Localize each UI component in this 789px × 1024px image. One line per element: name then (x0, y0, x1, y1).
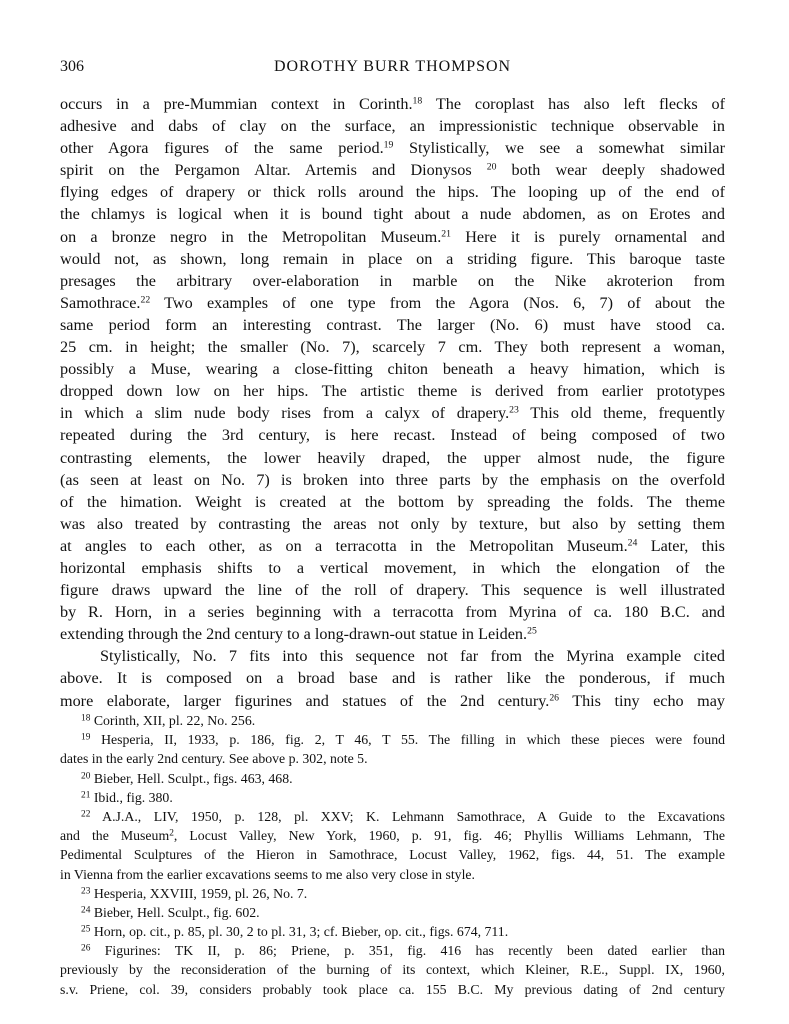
body-line: Stylistically, No. 7 fits into this sequence not far from the Myrina example cited (100, 647, 725, 666)
body-line: in which a slim nude body rises from a calyx of drapery.$^{23}$ This old theme, frequently (60, 404, 725, 423)
footnote-line: $^{18}$ Corinth, XII, pl. 22, No. 256. (81, 713, 256, 728)
footnote-line: s.v. Priene, col. 39, considers probably took place ca. 155 B.C. My previous dating of 2nd century (60, 981, 725, 997)
body-line: other Agora figures of the same period.$^{19}$ Stylistically, we see a somewhat similar (60, 139, 725, 158)
body-line: presages the arbitrary over-elaboration in marble on the Nike akroterion from (60, 271, 725, 290)
body-line: 25 cm. in height; the smaller (No. 7), scarcely 7 cm. They both represent a woman, (60, 338, 725, 357)
body-line: contrasting elements, the lower heavily draped, the upper almost nude, the figure (60, 448, 725, 467)
body-line: Samothrace.$^{22}$ Two examples of one type from the Agora (Nos. 6, 7) of about the (60, 293, 725, 312)
footnote-line: $^{20}$ Bieber, Hell. Sculpt., figs. 463, 468. (81, 770, 293, 786)
body-line: repeated during the 3rd century, is here recast. Instead of being composed of two (60, 426, 725, 445)
body-line: at angles to each other, as on a terracotta in the Metropolitan Museum.$^{24}$ Later, this (60, 536, 725, 555)
footnote-line: $^{22}$ A.J.A., LIV, 1950, p. 128, pl. XXV; K. Lehmann Samothrace, A Guide to the Excavations (81, 808, 725, 824)
body-line: would not, as shown, long remain in place on a striding figure. This baroque taste (60, 249, 725, 268)
footnote-line: dates in the early 2nd century. See above p. 302, note 5. (60, 751, 368, 767)
footnote-line: $^{19}$ Hesperia, II, 1933, p. 186, fig. 2, T 46, T 55. The filling in which these pieces were found (81, 732, 725, 748)
footnote-line: $^{26}$ Figurines: TK II, p. 86; Priene, p. 351, fig. 416 has recently been dated earlier than (81, 943, 725, 959)
body-line: of the himation. Weight is created at the bottom by spreading the folds. The theme (60, 492, 725, 511)
body-line: horizontal emphasis shifts to a vertical movement, in which the elongation of the (60, 558, 725, 577)
body-line: figure draws upward the line of the roll of drapery. This sequence is well illustrated (60, 581, 725, 600)
body-line: adhesive and dabs of clay on the surface, an impressionistic technique observable in (60, 117, 725, 136)
running-title: DOROTHY BURR THOMPSON (273, 58, 512, 75)
body-line: possibly a Muse, wearing a close-fitting chiton beneath a heavy himation, which is (60, 360, 725, 379)
body-line: above. It is composed on a broad base and is rather like the ponderous, if much (60, 669, 725, 688)
body-line: spirit on the Pergamon Altar. Artemis and Dionysos $^{20}$ both wear deeply shadowed (60, 161, 725, 180)
body-line: the chlamys is logical when it is bound tight about a nude abdomen, as on Erotes and (60, 205, 725, 224)
footnote-line: in Vienna from the earlier excavations seems to me also very close in style. (60, 866, 475, 882)
running-head (60, 58, 725, 82)
body-line: same period form an interesting contrast. The larger (No. 6) must have stood ca. (60, 315, 725, 334)
body-line: more elaborate, larger figurines and statues of the 2nd century.$^{26}$ This tiny echo may (60, 691, 725, 710)
body-line: dropped down low on her hips. The artistic theme is derived from earlier prototypes (60, 382, 725, 401)
body-line: on a bronze negro in the Metropolitan Museum.$^{21}$ Here it is purely ornamental and (60, 227, 725, 246)
footnote-line: previously by the reconsideration of the burning of its context, which Kleiner, R.E., Suppl. IX, 1960, (60, 962, 725, 978)
footnote-line: and the Museum$^2$, Locust Valley, New York, 1960, p. 91, fig. 46; Phyllis Williams Lehmann, The (60, 828, 726, 844)
footnote-line: Pedimental Sculptures of the Hieron in Samothrace, Locust Valley, 1962, figs. 44, 51. The example (60, 847, 725, 863)
footnotes (60, 711, 725, 999)
footnote-line: $^{24}$ Bieber, Hell. Sculpt., fig. 602. (81, 904, 260, 920)
body-line: was also treated by contrasting the areas not only by texture, but also by setting them (60, 514, 725, 533)
footnote-line: $^{25}$ Horn, op. cit., p. 85, pl. 30, 2 to pl. 31, 3; cf. Bieber, op. cit., figs. 674, 711. (81, 924, 509, 940)
body-text (60, 93, 725, 712)
body-line: occurs in a pre-Mummian context in Corinth.$^{18}$ The coroplast has also left flecks of (60, 95, 725, 113)
footnote-line: $^{23}$ Hesperia, XXVIII, 1959, pl. 26, No. 7. (81, 885, 308, 901)
body-line: by R. Horn, in a series beginning with a terracotta from Myrina of ca. 180 B.C. and (60, 603, 725, 622)
body-line: (as seen at least on No. 7) is broken into three parts by the emphasis on the overfold (60, 470, 725, 489)
body-line: extending through the 2nd century to a long-drawn-out statue in Leiden.$^{25}$ (60, 625, 537, 644)
footnote-line: $^{21}$ Ibid., fig. 380. (81, 789, 173, 805)
body-line: flying edges of drapery or thick rolls around the hips. The looping up of the end of (60, 183, 725, 202)
page-number: 306 (60, 58, 84, 75)
